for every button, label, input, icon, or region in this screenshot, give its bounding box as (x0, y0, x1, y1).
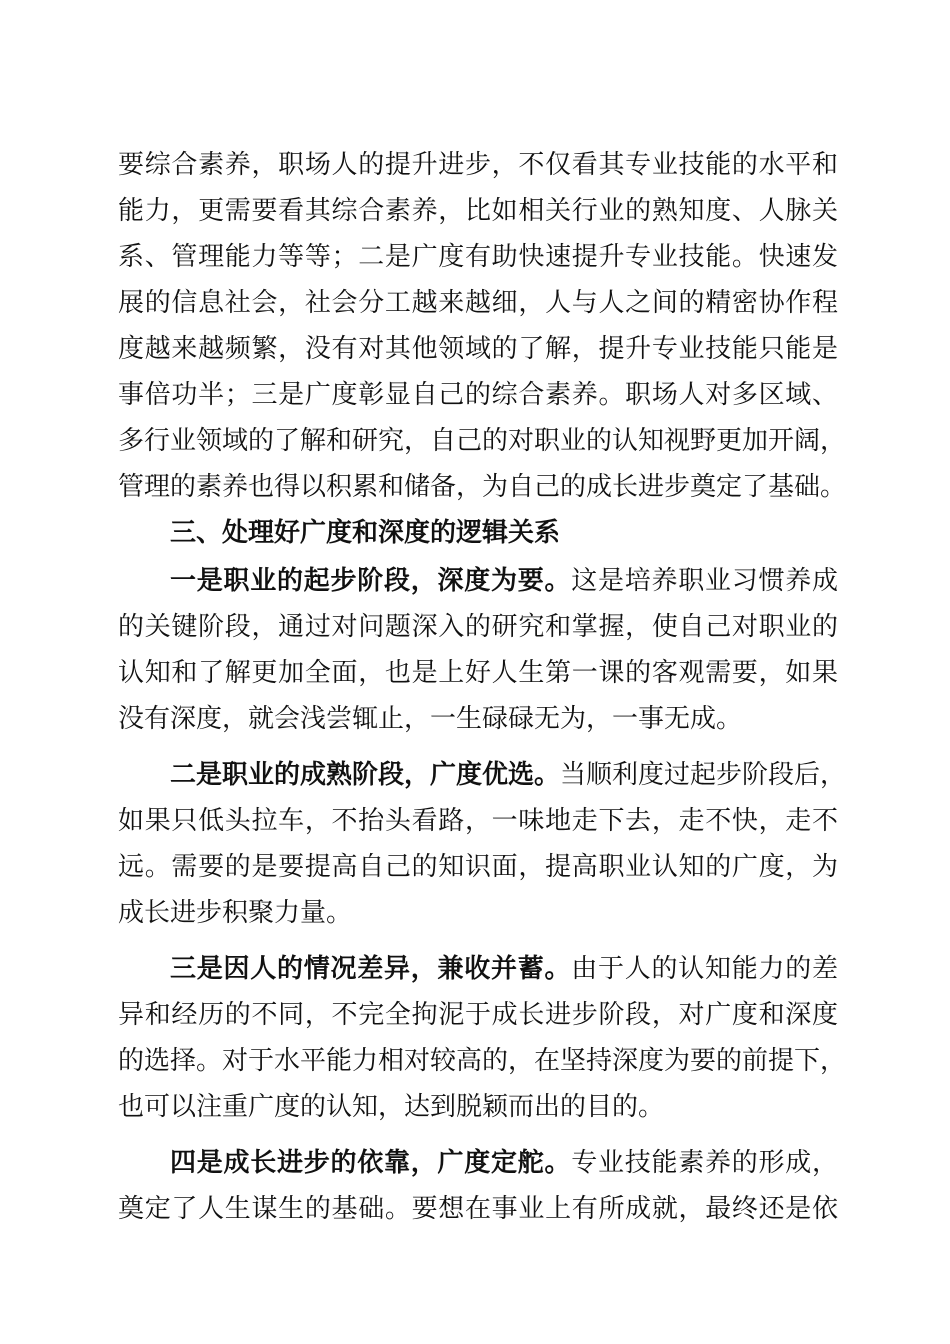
paragraph-3-line-3: 远。需要的是要提高自己的知识面，提高职业认知的广度，为 (118, 852, 838, 882)
paragraph-3-line-1 (170, 754, 847, 796)
paragraph-1-line-5: 度越来越频繁，没有对其他领域的了解，提升专业技能只能是 (118, 334, 838, 364)
paragraph-2-line-1 (170, 560, 838, 602)
paragraph-1-line-6: 事倍功半；三是广度彰显自己的综合素养。职场人对多区域、 (118, 380, 838, 410)
section-heading: 三、处理好广度和深度的逻辑关系 (170, 518, 561, 548)
paragraph-1-line-2: 能力，更需要看其综合素养，比如相关行业的熟知度、人脉关 (118, 196, 838, 226)
paragraph-2-line-4: 没有深度，就会浅尝辄止，一生碌碌无为，一事无成。 (118, 704, 743, 734)
paragraph-3-lead: 二是职业的成熟阶段，广度优选。 (170, 760, 561, 790)
paragraph-1-line-8: 管理的素养也得以积累和储备，为自己的成长进步奠定了基础。 (118, 472, 847, 502)
paragraph-4-line-1 (170, 948, 838, 990)
paragraph-5-lead: 四是成长进步的依靠，广度定舵。 (170, 1148, 572, 1178)
paragraph-1-line-4: 展的信息社会，社会分工越来越细，人与人之间的精密协作程 (118, 288, 838, 318)
paragraph-1-line-7: 多行业领域的了解和研究，自己的对职业的认知视野更加开阔， (118, 426, 847, 456)
paragraph-5-line-1 (170, 1142, 838, 1184)
paragraph-4-line-1-rest: 由于人的认知能力的差 (571, 954, 838, 984)
paragraph-4-line-3: 的选择。对于水平能力相对较高的，在坚持深度为要的前提下， (118, 1046, 847, 1076)
paragraph-2-lead: 一是职业的起步阶段，深度为要。 (170, 566, 572, 596)
paragraph-1-line-1: 要综合素养，职场人的提升进步，不仅看其专业技能的水平和 (118, 150, 838, 180)
paragraph-4-line-4: 也可以注重广度的认知，达到脱颖而出的目的。 (118, 1092, 665, 1122)
paragraph-3-line-1-rest: 当顺利度过起步阶段后， (560, 760, 847, 790)
paragraph-1-line-3: 系、管理能力等等；二是广度有助快速提升专业技能。快速发 (118, 242, 838, 272)
paragraph-3-line-2: 如果只低头拉车，不抬头看路，一味地走下去，走不快，走不 (118, 806, 838, 836)
paragraph-2-line-2: 的关键阶段，通过对问题深入的研究和掌握，使自己对职业的 (118, 612, 838, 642)
paragraph-2-line-1-rest: 这是培养职业习惯养成 (571, 566, 838, 596)
paragraph-4-line-2: 异和经历的不同，不完全拘泥于成长进步阶段，对广度和深度 (118, 1000, 838, 1030)
paragraph-5-line-2: 奠定了人生谋生的基础。要想在事业上有所成就，最终还是依 (118, 1194, 838, 1224)
paragraph-4-lead: 三是因人的情况差异，兼收并蓄。 (170, 954, 572, 984)
paragraph-3-line-4: 成长进步积聚力量。 (118, 898, 353, 928)
paragraph-5-line-1-rest: 专业技能素养的形成， (571, 1148, 838, 1178)
paragraph-2-line-3: 认知和了解更加全面，也是上好人生第一课的客观需要，如果 (118, 658, 838, 688)
